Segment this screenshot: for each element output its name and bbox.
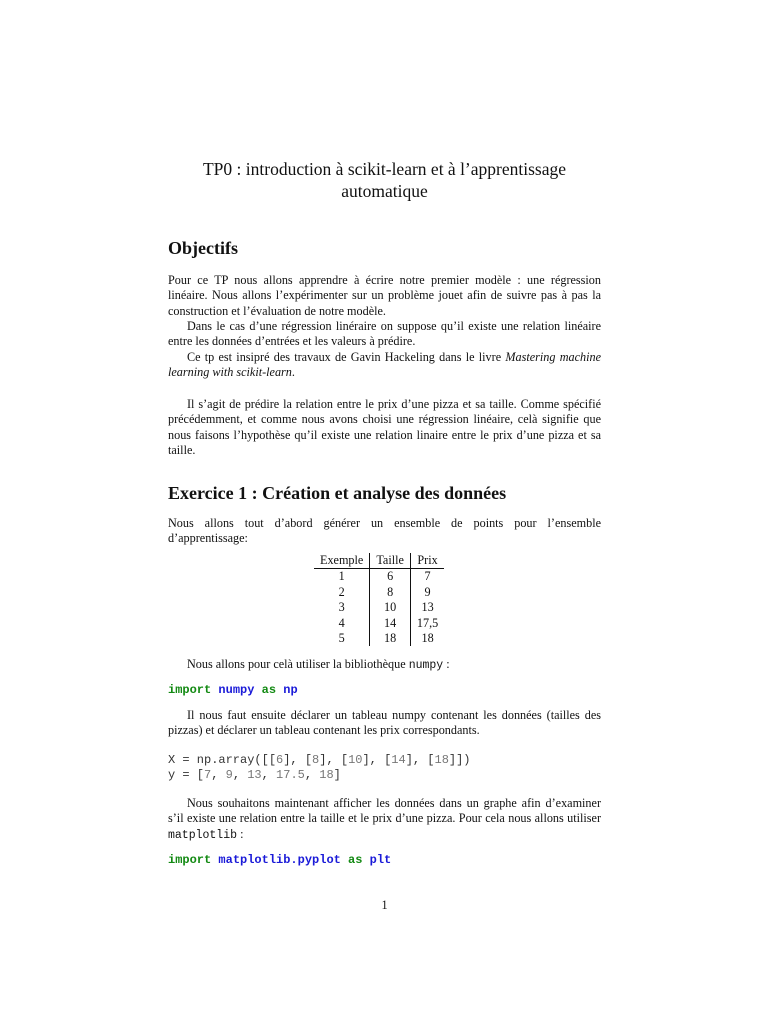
source-text: Ce tp est insipré des travaux de Gavin Hackeling dans le livre	[187, 350, 506, 364]
code-number: 6	[276, 753, 284, 767]
code-number: 10	[348, 753, 363, 767]
cell-taille: 14	[370, 616, 411, 631]
cell-taille: 18	[370, 631, 411, 646]
header-taille: Taille	[370, 553, 411, 569]
code-text: ,	[232, 768, 248, 782]
code-array-y	[168, 768, 341, 783]
paragraph-numpy	[168, 657, 601, 673]
page-number: 1	[381, 898, 388, 912]
code-number: 8	[312, 753, 320, 767]
code-text: ,	[211, 768, 226, 782]
data-table	[314, 553, 444, 646]
code-import-numpy	[168, 683, 298, 698]
paragraph-generate: Nous allons tout d’abord générer un ensemble de points pour l’ensemble d’apprentissage:	[168, 516, 601, 546]
table-row	[314, 631, 444, 646]
paragraph-source	[168, 350, 601, 381]
cell-exemple: 4	[338, 615, 345, 630]
code-array-x	[168, 753, 471, 768]
code-number: 18	[319, 768, 334, 782]
code-number: 17.5	[276, 768, 305, 782]
code-alias: plt	[369, 853, 392, 867]
code-keyword: import	[168, 683, 212, 697]
cell-exemple: 1	[338, 569, 345, 584]
code-module: matplotlib.pyplot	[218, 853, 341, 867]
numpy-colon: :	[443, 657, 450, 671]
code-number: 7	[204, 768, 212, 782]
paragraph-intro: Pour ce TP nous allons apprendre à écrire notre premier modèle : une régression linéaire. Nous allons l’expérimenter sur un problème jouet afin de suivre pas à pas la construction et l’évaluation de notre modèle.	[168, 273, 601, 318]
code-text: ], [	[319, 753, 349, 767]
code-text: ]])	[448, 753, 471, 767]
code-text: ,	[261, 768, 277, 782]
header-prix: Prix	[410, 553, 444, 569]
cell-prix: 17,5	[416, 615, 439, 630]
matplotlib-colon: :	[240, 826, 244, 841]
code-number: 14	[391, 753, 406, 767]
cell-prix: 18	[421, 631, 434, 646]
code-text: ], [	[405, 753, 435, 767]
section-heading-objectifs: Objectifs	[168, 238, 238, 258]
cell-prix: 9	[424, 584, 431, 599]
code-module: numpy	[218, 683, 255, 697]
code-number: 13	[247, 768, 262, 782]
graphe-sentence: Nous souhaitons maintenant afficher les données dans un graphe afin d’examiner s’il existe une relation entre la taille et le prix d’une pizza. Pour cela nous allons utiliser	[168, 796, 601, 826]
code-text: ,	[304, 768, 320, 782]
code-text: ], [	[283, 753, 313, 767]
cell-taille: 6	[370, 569, 411, 585]
cell-exemple: 5	[338, 631, 345, 646]
cell-exemple: 3	[338, 600, 345, 615]
cell-prix: 7	[424, 569, 431, 584]
code-import-matplotlib	[168, 853, 391, 868]
section-heading-exercice1: Exercice 1 : Création et analyse des données	[168, 483, 507, 503]
code-number: 9	[225, 768, 233, 782]
code-text: ]	[333, 768, 341, 782]
table-row	[314, 600, 444, 615]
table-row	[314, 585, 444, 600]
book-title: Mastering machine learning with scikit-learn	[168, 350, 601, 380]
code-text: ], [	[362, 753, 392, 767]
document-title: TP0 : introduction à scikit-learn et à l’apprentissage automatique	[202, 159, 566, 201]
paragraph-graphe	[168, 796, 601, 843]
table-header-row	[314, 553, 444, 569]
numpy-sentence: Nous allons pour celà utiliser la bibliothèque	[187, 657, 406, 671]
paragraph-tableau: Il nous faut ensuite déclarer un tableau numpy contenant les données (tailles des pizzas) et déclarer un tableau contenant les prix correspondants.	[168, 708, 601, 738]
code-keyword: import	[168, 853, 212, 867]
code-number: 18	[434, 753, 449, 767]
code-keyword: as	[348, 853, 363, 867]
code-text: y = [	[168, 768, 205, 782]
table-row	[314, 616, 444, 631]
code-text: X = np.array([[	[168, 753, 277, 767]
table-row	[314, 569, 444, 585]
code-keyword: as	[261, 683, 277, 697]
header-exemple: Exemple	[314, 553, 370, 569]
code-alias: np	[283, 683, 298, 697]
paragraph-problem: Il s’agit de prédire la relation entre le prix d’une pizza et sa taille. Comme spécifié précédemment, et comme nous avons choisi une régression linéaire, celà signifie que nous faisons l’hypothèse qu’il existe une relation linaire entre le prix d’une pizza et sa taille.	[168, 397, 601, 458]
source-end: .	[291, 365, 295, 380]
cell-taille: 10	[370, 600, 411, 615]
cell-taille: 8	[370, 585, 411, 600]
numpy-inline-code: numpy	[408, 659, 444, 672]
paragraph-regression: Dans le cas d’une régression linéraire on suppose qu’il existe une relation linéaire entre les données d’entrées et les valeurs à prédire.	[168, 319, 601, 349]
matplotlib-inline-code: matplotlib	[168, 828, 238, 842]
cell-exemple: 2	[338, 584, 345, 599]
cell-prix: 13	[421, 600, 434, 615]
